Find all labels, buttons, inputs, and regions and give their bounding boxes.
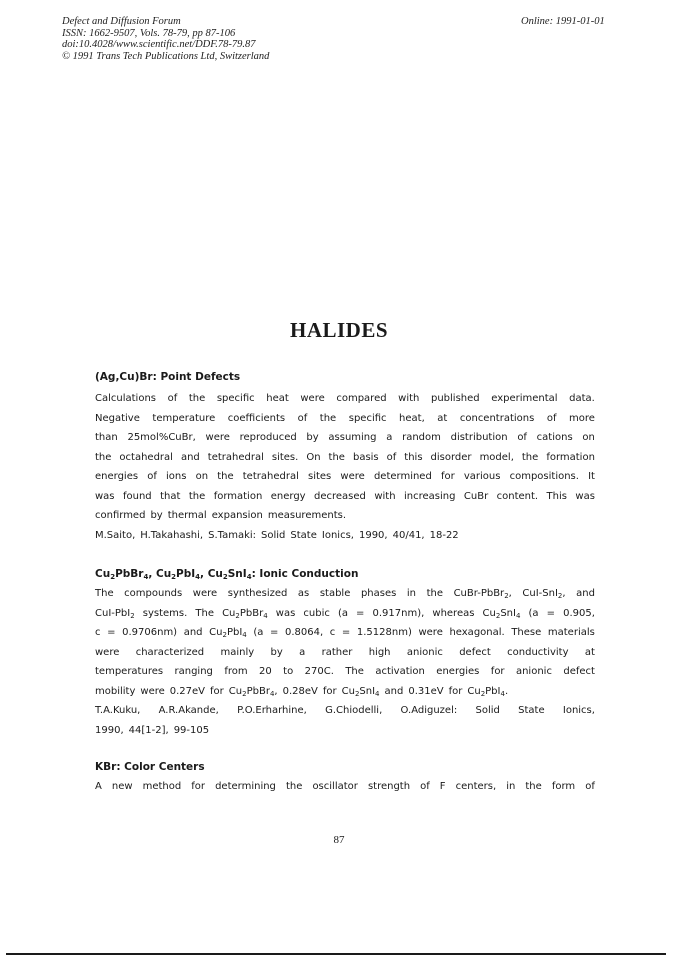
- body-line: A new method for determining the oscillator strength of F centers, in the form of: [95, 781, 595, 792]
- body-line: mobility were 0.27eV for $Cu_2PbBr_4$, 0.28eV for $Cu_2SnI_4$ and 0.31eV for $Cu_2PbI_4$.: [95, 685, 509, 698]
- body-line: Calculations of the specific heat were compared with published experimental data.: [95, 393, 595, 404]
- issn-line: ISSN: 1662-9507, Vols. 78-79, pp 87-106: [62, 27, 236, 39]
- entry-ag-cu-br: [95, 370, 595, 545]
- entry-heading: $Cu_2PbBr_4$, $Cu_2PbI_4$, $Cu_2SnI_4$: Ionic Conduction: [95, 568, 359, 581]
- entry-cu2pbbr4: [95, 567, 595, 740]
- online-date: Online: 1991-01-01: [521, 16, 605, 27]
- reference-line: T.A.Kuku, A.R.Akande, P.O.Erharhine, G.Chiodelli, O.Adiguzel: Solid State Ionics,: [95, 705, 595, 716]
- page-number: 87: [333, 834, 345, 846]
- body-line: was found that the formation energy decreased with increasing CuBr content. This was: [95, 490, 595, 502]
- body-line: Negative temperature coefficients of the specific heat, at concentrations of more: [95, 412, 595, 424]
- entry-heading: KBr: Color Centers: [95, 761, 205, 773]
- body-line: CuI-PbI$_2$ systems. The $Cu_2PbBr_4$ was cubic (a = 0.917nm), whereas $Cu_2SnI_4$ (a = 0.905,: [95, 607, 595, 620]
- copyright-line: © 1991 Trans Tech Publications Ltd, Switzerland: [62, 50, 270, 62]
- body-line: The compounds were synthesized as stable phases in the CuBr-PbBr$_2$, CuI-SnI$_2$, and: [95, 588, 595, 600]
- doi-line: doi:10.4028/www.scientific.net/DDF.78-79.87: [62, 39, 256, 50]
- journal-name: Defect and Diffusion Forum: [62, 16, 181, 27]
- entry-heading: (Ag,Cu)Br: Point Defects: [95, 371, 241, 383]
- journal-header: [62, 16, 269, 62]
- entry-kbr: [95, 760, 595, 797]
- page-title: HALIDES: [289, 318, 389, 342]
- body-line: the octahedral and tetrahedral sites. On the basis of this disorder model, the formation: [95, 451, 595, 463]
- body-line: temperatures ranging from 20 to 270C. The activation energies for anionic defect: [95, 666, 595, 677]
- reference-line: 1990, 44[1-2], 99-105: [95, 724, 210, 736]
- body-line: c = 0.9706nm) and $Cu_2PbI_4$ (a = 0.8064, c = 1.5128nm) were hexagonal. These materials: [95, 627, 595, 639]
- body-line: confirmed by thermal expansion measurements.: [95, 510, 347, 521]
- body-line: energies of ions on the tetrahedral sites were determined for various compositions. It: [95, 471, 595, 482]
- body-line: than 25mol%CuBr, were reproduced by assuming a random distribution of cations on: [95, 432, 595, 443]
- body-line: were characterized mainly by a rather high anionic defect conductivity at: [95, 646, 595, 658]
- reference-line: M.Saito, H.Takahashi, S.Tamaki: Solid State Ionics, 1990, 40/41, 18-22: [95, 529, 459, 541]
- bottom-rule: [6, 953, 666, 955]
